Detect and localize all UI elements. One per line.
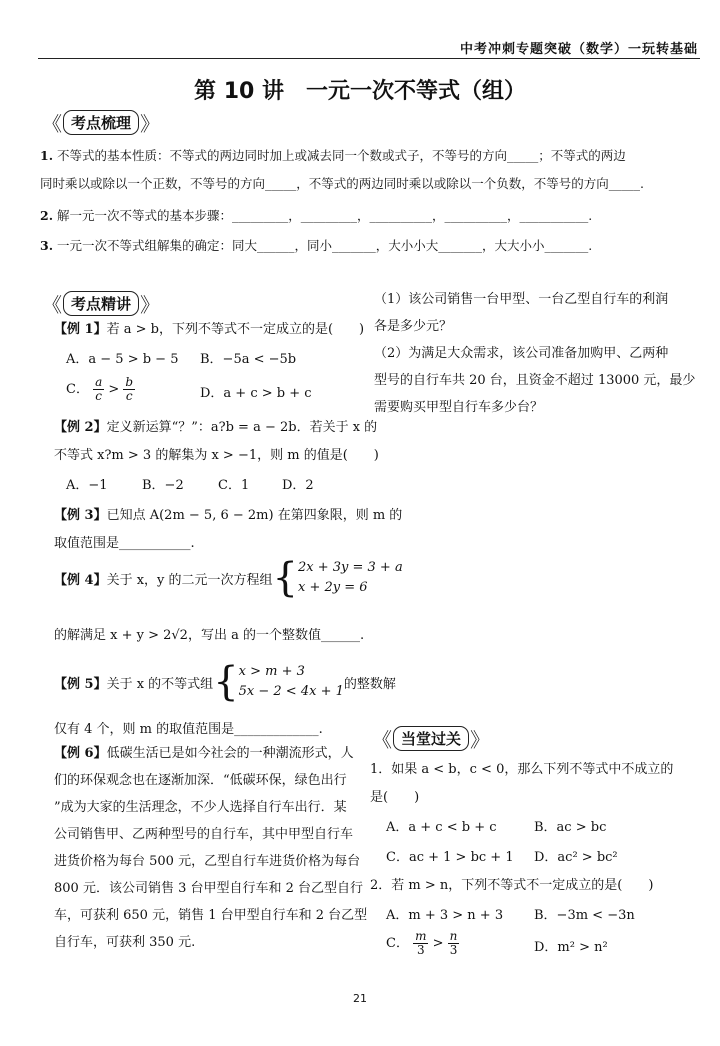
example-3-line1 bbox=[54, 504, 402, 523]
example-1-option-b: B．−5a < −5b bbox=[200, 352, 297, 367]
example-4-text1: 关于 x，y 的二元一次方程组 bbox=[106, 572, 273, 588]
example-3-line2: 取值范围是___________. bbox=[54, 536, 195, 551]
example-2-option-c: C．1 bbox=[218, 478, 250, 493]
example-1-stem bbox=[54, 318, 364, 337]
frac-num: m bbox=[415, 929, 427, 943]
section-lecture-heading: 《 考点精讲 》 bbox=[42, 293, 161, 317]
example-5-line2: 仅有 4 个，则 m 的取值范围是_____________. bbox=[54, 722, 323, 737]
example-2-line1 bbox=[54, 416, 377, 435]
example-6-body bbox=[54, 740, 368, 956]
example-2-option-a: A．−1 bbox=[66, 478, 108, 493]
example-1-fraction-b-c bbox=[123, 376, 135, 403]
frac-den: 3 bbox=[449, 943, 458, 957]
header-rule bbox=[38, 58, 700, 59]
review-q1-number: 1. bbox=[40, 148, 54, 163]
example-1-text: 若 a > b，下列不等式不一定成立的是( ) bbox=[106, 322, 365, 337]
review-q3-number: 3. bbox=[40, 238, 54, 253]
example-5-label: 【例 5】 bbox=[54, 676, 107, 692]
frac-num: n bbox=[449, 929, 458, 943]
practice-q1-option-b: B．ac > bc bbox=[534, 820, 607, 835]
lecture-title: 第 10 讲 一元一次不等式（组） bbox=[194, 79, 526, 104]
practice-q1-line1: 1．如果 a < b，c < 0，那么下列不等式中不成立的 bbox=[370, 762, 674, 777]
example-5-line1 bbox=[54, 659, 396, 705]
practice-q1-line2: 是( ) bbox=[370, 790, 420, 805]
example-6-line: 800 元．该公司销售 3 台甲型自行车和 2 台乙型自行 bbox=[54, 881, 364, 896]
frac-num: b bbox=[125, 375, 134, 389]
example-1-fraction-a-c bbox=[93, 376, 104, 403]
example-6-line: 自行车，可获利 350 元. bbox=[54, 935, 196, 950]
example-6-label: 【例 6】 bbox=[54, 746, 107, 761]
example-1-option-c-prefix: C． bbox=[66, 382, 89, 397]
example-6-line: 进货价格为每台 500 元，乙型自行车进货价格为每台 bbox=[54, 854, 361, 869]
section-review-label: 考点梳理 bbox=[63, 110, 139, 135]
example-1-option-a: A．a − 5 > b − 5 bbox=[66, 352, 179, 367]
example-6-text: 低碳生活已是如今社会的一种潮流形式，人 bbox=[106, 746, 354, 761]
system-brace: { bbox=[272, 555, 298, 601]
example-1-label: 【例 1】 bbox=[54, 322, 107, 337]
example-2-option-b: B．−2 bbox=[142, 478, 184, 493]
example-5-eq1: x > m + 3 bbox=[238, 664, 305, 679]
example-6-question-line: 各是多少元？ bbox=[374, 319, 453, 334]
example-2-option-d: D．2 bbox=[282, 478, 314, 493]
practice-q2-fraction-n-3 bbox=[448, 930, 460, 957]
example-3-text1: 已知点 A(2m − 5, 6 − 2m) 在第四象限，则 m 的 bbox=[106, 508, 403, 523]
page-number: 21 bbox=[353, 992, 367, 1005]
example-6-question-line: 需要购买甲型自行车多少台？ bbox=[374, 400, 544, 415]
example-6-question-line: （2）为满足大众需求，该公司准备加购甲、乙两种 bbox=[374, 346, 669, 361]
example-2-line2: 不等式 x?m > 3 的解集为 x > −1，则 m 的值是( ) bbox=[54, 448, 379, 463]
example-6-line bbox=[54, 740, 354, 767]
review-q2-number: 2. bbox=[40, 208, 54, 223]
example-4-line2: 的解满足 x + y > 2√2，写出 a 的一个整数值______. bbox=[54, 628, 365, 643]
frac-den: c bbox=[125, 389, 133, 403]
example-4-line1 bbox=[54, 555, 403, 601]
practice-q2-line: 2．若 m > n，下列不等式不一定成立的是( ) bbox=[370, 878, 654, 893]
practice-q2-option-d: D．m² > n² bbox=[534, 940, 608, 955]
review-q2 bbox=[40, 206, 592, 224]
practice-q2-option-c: C． $\frac{m}{3}$ > $\frac{n}{3}$ bbox=[386, 929, 458, 957]
review-q3 bbox=[40, 236, 592, 254]
example-6-question-line: 型号的自行车共 20 台，且资金不超过 13000 元，最少 bbox=[374, 373, 696, 388]
practice-q1-option-a: A．a + c < b + c bbox=[386, 820, 497, 835]
review-q1-line1 bbox=[40, 146, 626, 164]
review-q1-line2: 同时乘以或除以一个正数，不等号的方向_____，不等式的两边同时乘以或除以一个负数，不等号的方向_____. bbox=[40, 176, 644, 191]
section-practice-heading: 《 当堂过关 》 bbox=[372, 728, 491, 752]
frac-den: 3 bbox=[416, 943, 425, 957]
section-practice-label: 当堂过关 bbox=[393, 726, 469, 751]
review-q2-text: 解一元一次不等式的基本步骤：_________，_________，__________，__________，___________. bbox=[57, 208, 593, 223]
practice-q2-option-b: B．−3m < −3n bbox=[534, 908, 635, 923]
practice-q2-fraction-m-3 bbox=[413, 930, 428, 957]
example-2-text1: 定义新运算“？”：a?b = a − 2b．若关于 x 的 bbox=[106, 420, 378, 435]
section-review-heading: 《 考点梳理 》 bbox=[42, 112, 161, 136]
example-2-label: 【例 2】 bbox=[54, 420, 107, 435]
practice-q2-option-a: A．m + 3 > n + 3 bbox=[386, 908, 504, 923]
system-brace: { bbox=[213, 659, 239, 705]
example-1-option-c: C． $\frac{a}{c}$ > $\frac{b}{c}$ bbox=[66, 375, 134, 403]
frac-den: c bbox=[95, 389, 103, 403]
example-6-line: 公司销售甲、乙两种型号的自行车，其中甲型自行车 bbox=[54, 827, 354, 842]
example-4-eq2: x + 2y = 6 bbox=[297, 580, 368, 595]
example-6-questions bbox=[374, 286, 704, 421]
example-5-eq2: 5x − 2 < 4x + 1 bbox=[238, 684, 344, 699]
frac-num: a bbox=[95, 375, 103, 389]
example-3-label: 【例 3】 bbox=[54, 508, 107, 523]
example-4-label: 【例 4】 bbox=[54, 572, 107, 588]
practice-q2-option-c-prefix: C． bbox=[386, 936, 409, 951]
example-6-line: 们的环保观念也在逐渐加深．“低碳环保，绿色出行 bbox=[54, 773, 347, 788]
example-4-equation-system bbox=[298, 558, 403, 598]
example-6-line: ”成为大家的生活理念，不少人选择自行车出行．某 bbox=[54, 800, 347, 815]
example-6-line: 车，可获利 650 元，销售 1 台甲型自行车和 2 台乙型 bbox=[54, 908, 368, 923]
example-5-text1: 关于 x 的不等式组 bbox=[106, 676, 214, 692]
practice-q1-option-c: C．ac + 1 > bc + 1 bbox=[386, 850, 514, 865]
example-1-option-d: D．a + c > b + c bbox=[200, 386, 312, 401]
example-4-eq1: 2x + 3y = 3 + a bbox=[297, 560, 403, 575]
example-5-inequality-system bbox=[239, 662, 344, 702]
section-lecture-label: 考点精讲 bbox=[63, 291, 139, 316]
review-q1-text1: 不等式的基本性质：不等式的两边同时加上或减去同一个数或式子，不等号的方向_____；不等式的两边 bbox=[57, 148, 626, 163]
review-q3-text: 一元一次不等式组解集的确定：同大______，同小_______，大小小大_______，大大小小_______. bbox=[57, 238, 593, 253]
example-6-question-line: （1）该公司销售一台甲型、一台乙型自行车的利润 bbox=[374, 292, 669, 307]
running-header: 中考冲刺专题突破（数学）一玩转基础 bbox=[459, 42, 698, 57]
example-5-text2: 的整数解 bbox=[343, 676, 396, 692]
practice-q1-option-d: D．ac² > bc² bbox=[534, 850, 618, 865]
